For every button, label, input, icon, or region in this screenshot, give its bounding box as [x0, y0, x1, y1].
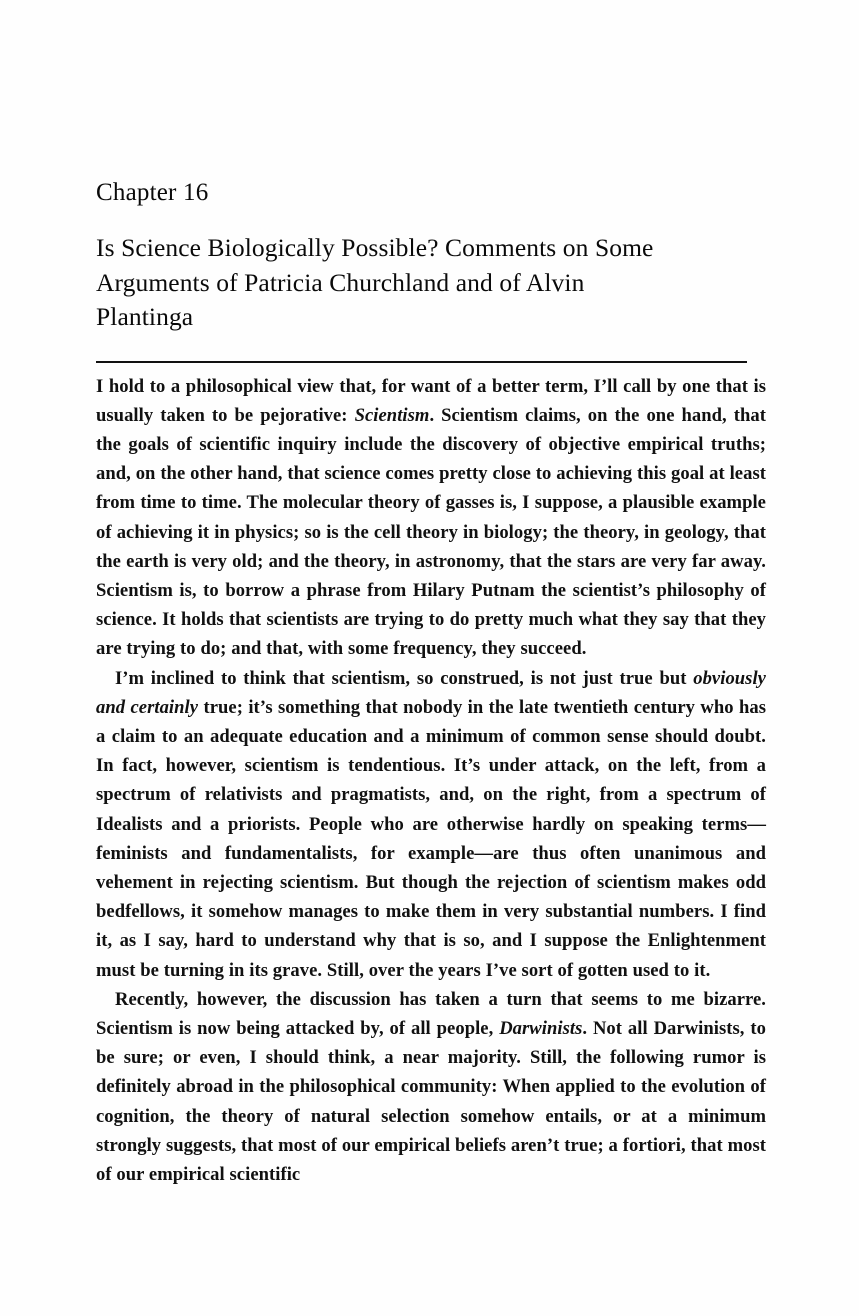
body-paragraph: I hold to a philosophical view that, for want of a better term, I’ll call by one that is usually taken to be pejorative: Scientism. Scientism claims, on the one hand, that the goals of scientific inquiry include the discovery of objective empirical truths; and, on the other hand, that science comes pretty close to achieving this goal at least from time to time. The molecular theory of gasses is, I suppose, a plausible example of achieving it in physics; so is the cell theory in biology; the theory, in geology, that the earth is very old; and the theory, in astronomy, that the stars are very far away. Scientism is, to borrow a phrase from Hilary Putnam the scientist’s philosophy of science. It holds that scientists are trying to do pretty much what they say that they are trying to do; and that, with some frequency, they succeed. — [96, 375, 766, 660]
body-paragraph: Recently, however, the discussion has taken a turn that seems to me bizarre. Scientism is now being attacked by, of all people, Darwinists. Not all Darwinists, to be sure; or even, I should think, a near majority. Still, the following rumor is definitely abroad in the philosophical community: When applied to the evolution of cognition, the theory of natural selection somehow entails, or at a minimum strongly suggests, that most of our empirical beliefs aren’t true; a fortiori, that most of our empirical scientific — [96, 988, 766, 1185]
chapter-title — [96, 231, 766, 335]
emphasized-term: Darwinists — [499, 1017, 583, 1039]
chapter-title-line-3: Plantinga — [96, 302, 194, 331]
heading-divider-rule — [96, 361, 747, 363]
chapter-title-line-1: Is Science Biologically Possible? Comments on Some — [96, 233, 654, 262]
body-paragraph: I’m inclined to think that scientism, so construed, is not just true but obviously and certainly true; it’s something that nobody in the late twentieth century who has a claim to an adequate education and a minimum of common sense should doubt. In fact, however, scientism is tendentious. It’s under attack, on the left, from a spectrum of relativists and pragmatists, and, on the right, from a spectrum of Idealists and a priorists. People who are otherwise hardly on speaking terms—feminists and fundamentalists, for example—are thus often unanimous and vehement in rejecting scientism. But though the rejection of scientism makes odd bedfellows, it somehow manages to make them in very substantial numbers. I find it, as I say, hard to understand why that is so, and I suppose the Enlightenment must be turning in its grave. Still, over the years I’ve sort of gotten used to it. — [96, 667, 767, 981]
page-content — [96, 176, 766, 1189]
chapter-number: Chapter 16 — [96, 179, 209, 206]
emphasized-term: obviously and certainly — [96, 667, 766, 718]
emphasized-term: Scientism — [354, 404, 430, 426]
chapter-title-line-2: Arguments of Patricia Churchland and of Alvin — [96, 267, 585, 297]
